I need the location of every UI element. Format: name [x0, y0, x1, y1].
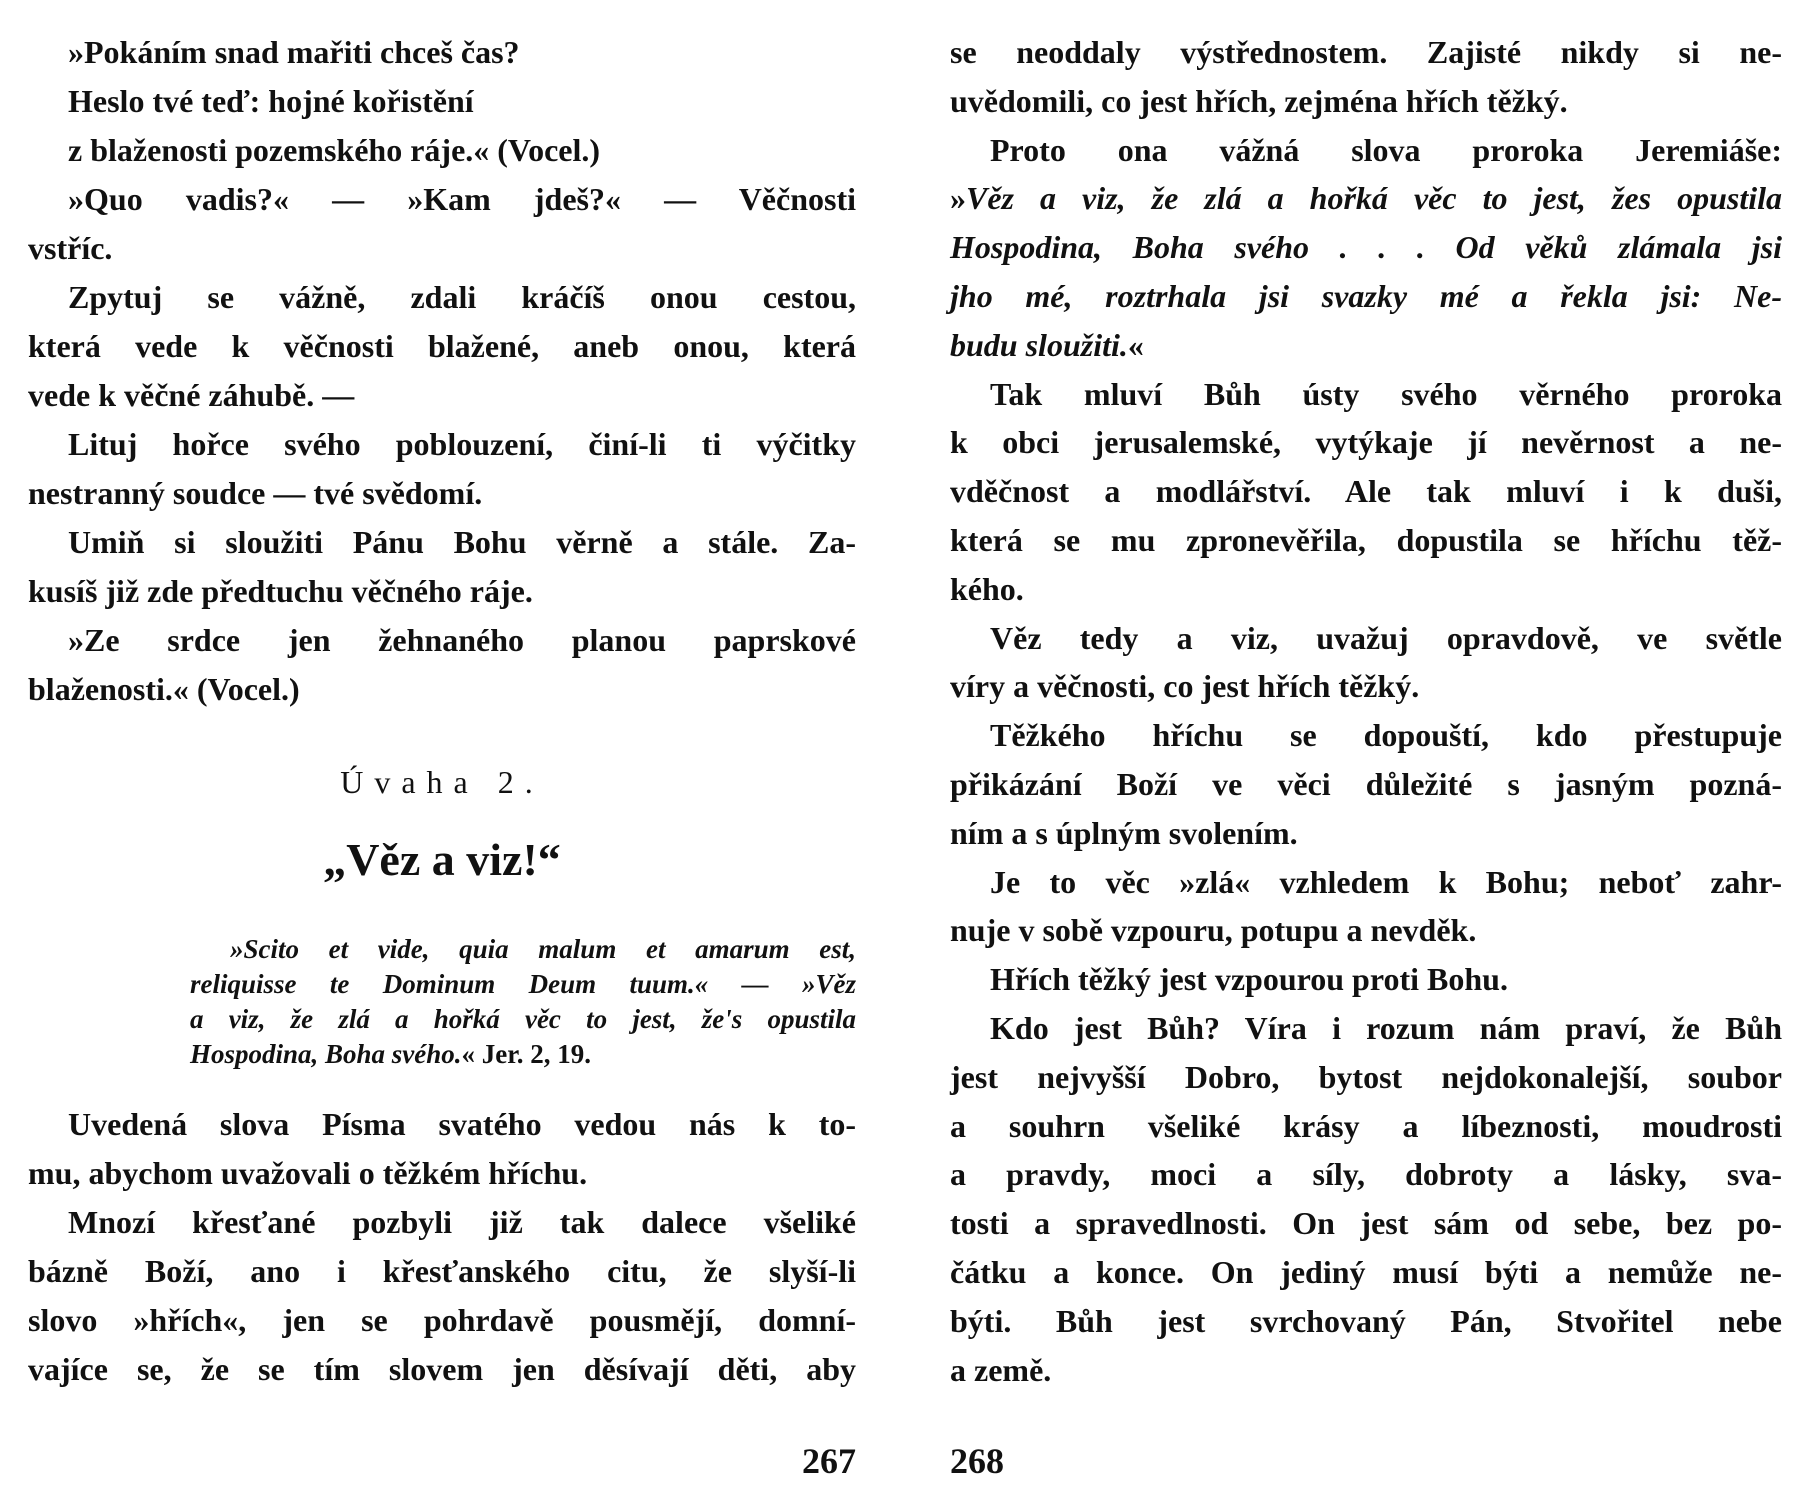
text-line: vajíce se, že se tím slovem jen děsívají děti, aby [28, 1351, 856, 1387]
text-line: jest nejvyšší Dobro, bytost nejdokonalejší, soubor [950, 1058, 1782, 1095]
italic-text: Hospodina, Boha svého . . . Od věků zlámala jsi [950, 229, 1782, 266]
text-line [950, 321, 1782, 370]
text-line: a souhrn všeliké krásy a líbeznosti, moudrosti [950, 1107, 1782, 1144]
text-line: Uvedená slova Písma svatého vedou nás k to- [68, 1106, 856, 1142]
text-line: která vede k věčnosti blažené, aneb onou, která [28, 328, 856, 364]
text-line: býti. Bůh jest svrchovaný Pán, Stvořitel nebe [950, 1302, 1782, 1339]
text-line: Zpytuj se vážně, zdali kráčíš onou cestou, [68, 279, 856, 315]
text-line: Proto ona vážná slova proroka Jeremiáše: [990, 131, 1782, 168]
italic-text: Věz a viz, že zlá a hořká věc to jest, žes opustila [966, 180, 1782, 217]
page-number: 267 [802, 1441, 856, 1481]
text-line: Hřích těžký jest vzpourou proti Bohu. [990, 961, 1508, 998]
right-page-268 [950, 0, 1782, 1500]
italic-text: reliquisse te Dominum Deum tuum.« — »Věz [190, 969, 856, 999]
text-line: víry a věčnosti, co jest hřích těžký. [950, 668, 1420, 705]
text-line: Věz tedy a viz, uvažuj opravdově, ve světle [990, 619, 1782, 656]
section-title: „Věz a viz!“ [323, 834, 561, 885]
text-line [190, 932, 856, 967]
text-line: Kdo jest Bůh? Víra i rozum nám praví, že Bůh [990, 1010, 1782, 1046]
text-line: vstříc. [28, 230, 113, 266]
text-line: z blaženosti pozemského ráje.« (Vocel.) [68, 132, 601, 168]
text-line: »Ze srdce jen žehnaného planou paprskové [68, 622, 856, 658]
text-line: Umiň si sloužiti Pánu Bohu věrně a stále. Za- [68, 524, 856, 560]
italic-text: a viz, že zlá a hořká věc to jest, že's opustila [190, 1004, 856, 1034]
text-line: k obci jerusalemské, vytýkaje jí nevěrnost a ne- [950, 424, 1782, 461]
text-line: blaženosti.« (Vocel.) [28, 671, 300, 707]
text-line: přikázání Boží ve věci důležité s jasným pozná- [950, 766, 1782, 802]
text-line: se neoddaly výstřednostem. Zajisté nikdy si ne- [950, 34, 1782, 70]
text-line [950, 174, 1782, 223]
text-line: kusíš již zde předtuchu věčného ráje. [28, 573, 533, 609]
text-line [950, 223, 1782, 272]
text-line: slovo »hřích«, jen se pohrdavě pousmějí, domní- [28, 1302, 856, 1338]
text: » [950, 180, 966, 217]
text-line: uvědomili, co jest hřích, zejména hřích těžký. [950, 82, 1568, 119]
text-line: »Quo vadis?« — »Kam jdeš?« — Věčnosti [68, 181, 856, 217]
italic-text: jho mé, roztrhala jsi svazky mé a řekla jsi: Ne- [950, 278, 1782, 314]
left-page-267 [28, 0, 856, 1500]
text-line: Těžkého hříchu se dopouští, kdo přestupuje [990, 717, 1782, 754]
text-line: a země. [950, 1351, 1052, 1388]
text-line: vděčnost a modlářství. Ale tak mluví i k duši, [950, 473, 1782, 510]
text-line: a pravdy, moci a síly, dobroty a lásky, sva- [950, 1156, 1782, 1193]
text-line [190, 967, 856, 1002]
text-line: Mnozí křesťané pozbyli již tak dalece všeliké [68, 1204, 856, 1240]
text-line: nuje v sobě vzpouru, potupu a nevděk. [950, 912, 1477, 949]
text-line: tosti a spravedlnosti. On jest sám od sebe, bez po- [950, 1205, 1782, 1242]
text-line: ním a s úplným svolením. [950, 814, 1298, 851]
text-line: Heslo tvé teď: hojné kořistění [68, 83, 474, 119]
text-line: Je to věc »zlá« vzhledem k Bohu; neboť zahr- [990, 863, 1782, 900]
text-line [950, 272, 1782, 321]
text-line: bázně Boží, ano i křesťanského citu, že slyší-li [28, 1253, 856, 1289]
section-heading: Úvaha 2. [340, 764, 544, 800]
text-line: vede k věčné záhubě. — [28, 377, 355, 413]
text: « Jer. 2, 19. [461, 1039, 592, 1069]
italic-text: budu sloužiti. [950, 326, 1128, 363]
text-line: mu, abychom uvažovali o těžkém hříchu. [28, 1155, 588, 1191]
text-line: která se mu zpronevěřila, dopustila se hříchu těž- [950, 522, 1782, 558]
text-line [190, 1037, 856, 1072]
text-line: čátku a konce. On jediný musí býti a nemůže ne- [950, 1254, 1782, 1290]
text: « [1127, 326, 1144, 363]
page-number: 268 [950, 1441, 1004, 1481]
text-line: nestranný soudce — tvé svědomí. [28, 475, 483, 511]
text-line: »Pokáním snad mařiti chceš čas? [68, 34, 520, 70]
text-line: Tak mluví Bůh ústy svého věrného proroka [990, 375, 1782, 412]
text-line: Lituj hořce svého poblouzení, činí-li ti výčitky [68, 426, 856, 462]
italic-text: Hospodina, Boha svého. [190, 1039, 462, 1069]
text-line [190, 1002, 856, 1037]
italic-text: »Scito et vide, quia malum et amarum est, [230, 934, 856, 964]
text-line: kého. [950, 570, 1024, 607]
